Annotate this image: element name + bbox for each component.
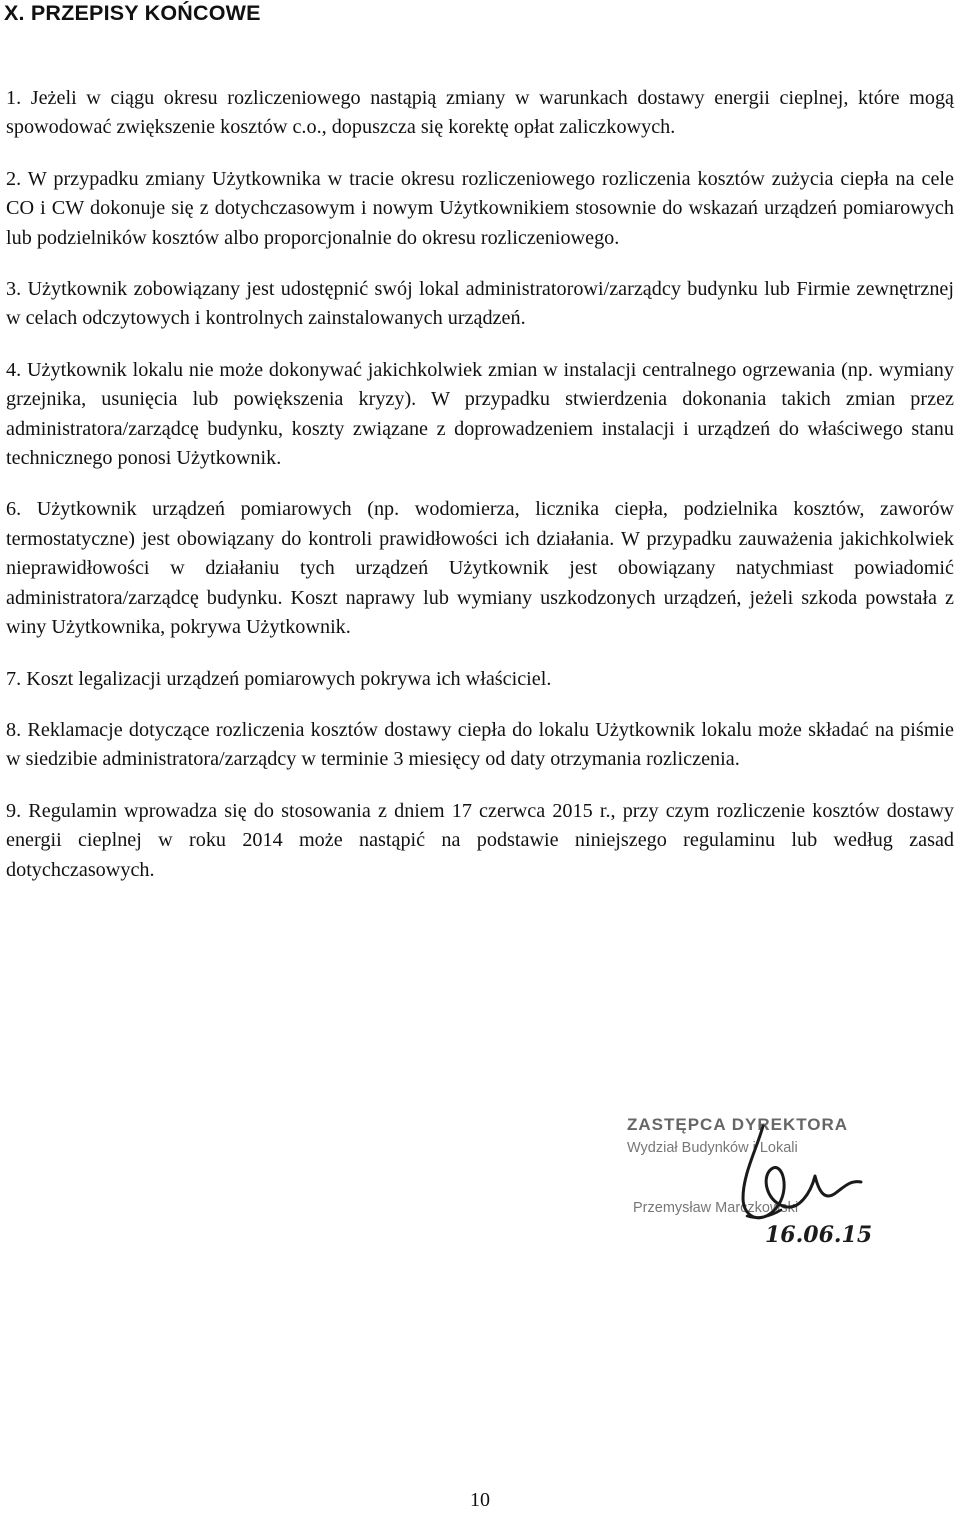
stamp-department: Wydział Budynków i Lokali <box>627 1140 798 1156</box>
stamp-graphic <box>615 1108 915 1258</box>
paragraph-7: 7. Koszt legalizacji urządzeń pomiarowych pokrywa ich właściciel. <box>6 667 552 690</box>
official-stamp-with-signature <box>615 1108 915 1258</box>
paragraph-3: 3. Użytkownik zobowiązany jest udostępnić swój lokal administratorowi/zarządcy budynku lub Firmie zewnętrznej w celach odczytowych i kontrolnych zainstalowanych urządzeń. <box>6 278 954 330</box>
stamp-title: ZASTĘPCA DYREKTORA <box>627 1115 849 1134</box>
paragraph-9: 9. Regulamin wprowadza się do stosowania z dniem 17 czerwca 2015 r., przy czym rozliczenie kosztów dostawy energii cieplnej w roku 2014 może nastąpić na podstawie niniejszego regulaminu lub według zasad dotychczasowych. <box>6 799 954 881</box>
paragraph-2: 2. W przypadku zmiany Użytkownika w tracie okresu rozliczeniowego rozliczenia kosztów zużycia ciepła na cele CO i CW dokonuje się z dotychczasowym i nowym Użytkownikiem stosownie do wskazań urządzeń pomiarowych lub podzielników kosztów albo proporcjonalnie do okresu rozliczeniowego. <box>6 167 954 249</box>
page-number: 10 <box>470 1489 490 1511</box>
paragraph-4: 4. Użytkownik lokalu nie może dokonywać jakichkolwiek zmian w instalacji centralnego ogrzewania (np. wymiany grzejnika, usunięcia lub powiększenia kryzy). W przypadku stwierdzenia dokonania takich zmian przez administratora/zarządcę budynku, koszty związane z doprowadzeniem instalacji i urządzeń do właściwego stanu technicznego ponosi Użytkownik. <box>6 358 954 470</box>
handwritten-date: 16.06.15 <box>765 1222 873 1248</box>
paragraph-list <box>6 84 954 885</box>
stamp-name: Przemysław Marczkowski <box>633 1200 799 1216</box>
paragraph-8: 8. Reklamacje dotyczące rozliczenia kosztów dostawy ciepła do lokalu Użytkownik lokalu może składać na piśmie w siedzibie administratora/zarządcy w terminie 3 miesięcy od daty otrzymania rozliczenia. <box>6 718 954 771</box>
section-title: X. PRZEPISY KOŃCOWE <box>4 1 261 25</box>
paragraph-6: 6. Użytkownik urządzeń pomiarowych (np. wodomierza, licznika ciepła, podzielnika kosztów, zaworów termostatyczne) jest obowiązany do kontroli prawidłowości ich działania. W przypadku zauważenia jakichkolwiek nieprawidłowości w działaniu tych urządzeń Użytkownik jest obowiązany natychmiast powiadomić administratora/zarządcę budynku. Koszt naprawy lub wymiany uszkodzonych urządzeń, jeżeli szkoda powstała z winy Użytkownika, pokrywa Użytkownik. <box>6 498 954 639</box>
paragraph-1: 1. Jeżeli w ciągu okresu rozliczeniowego nastąpią zmiany w warunkach dostawy energii cieplnej, które mogą spowodować zwiększenie kosztów c.o., dopuszcza się korektę opłat zaliczkowych. <box>6 87 954 139</box>
